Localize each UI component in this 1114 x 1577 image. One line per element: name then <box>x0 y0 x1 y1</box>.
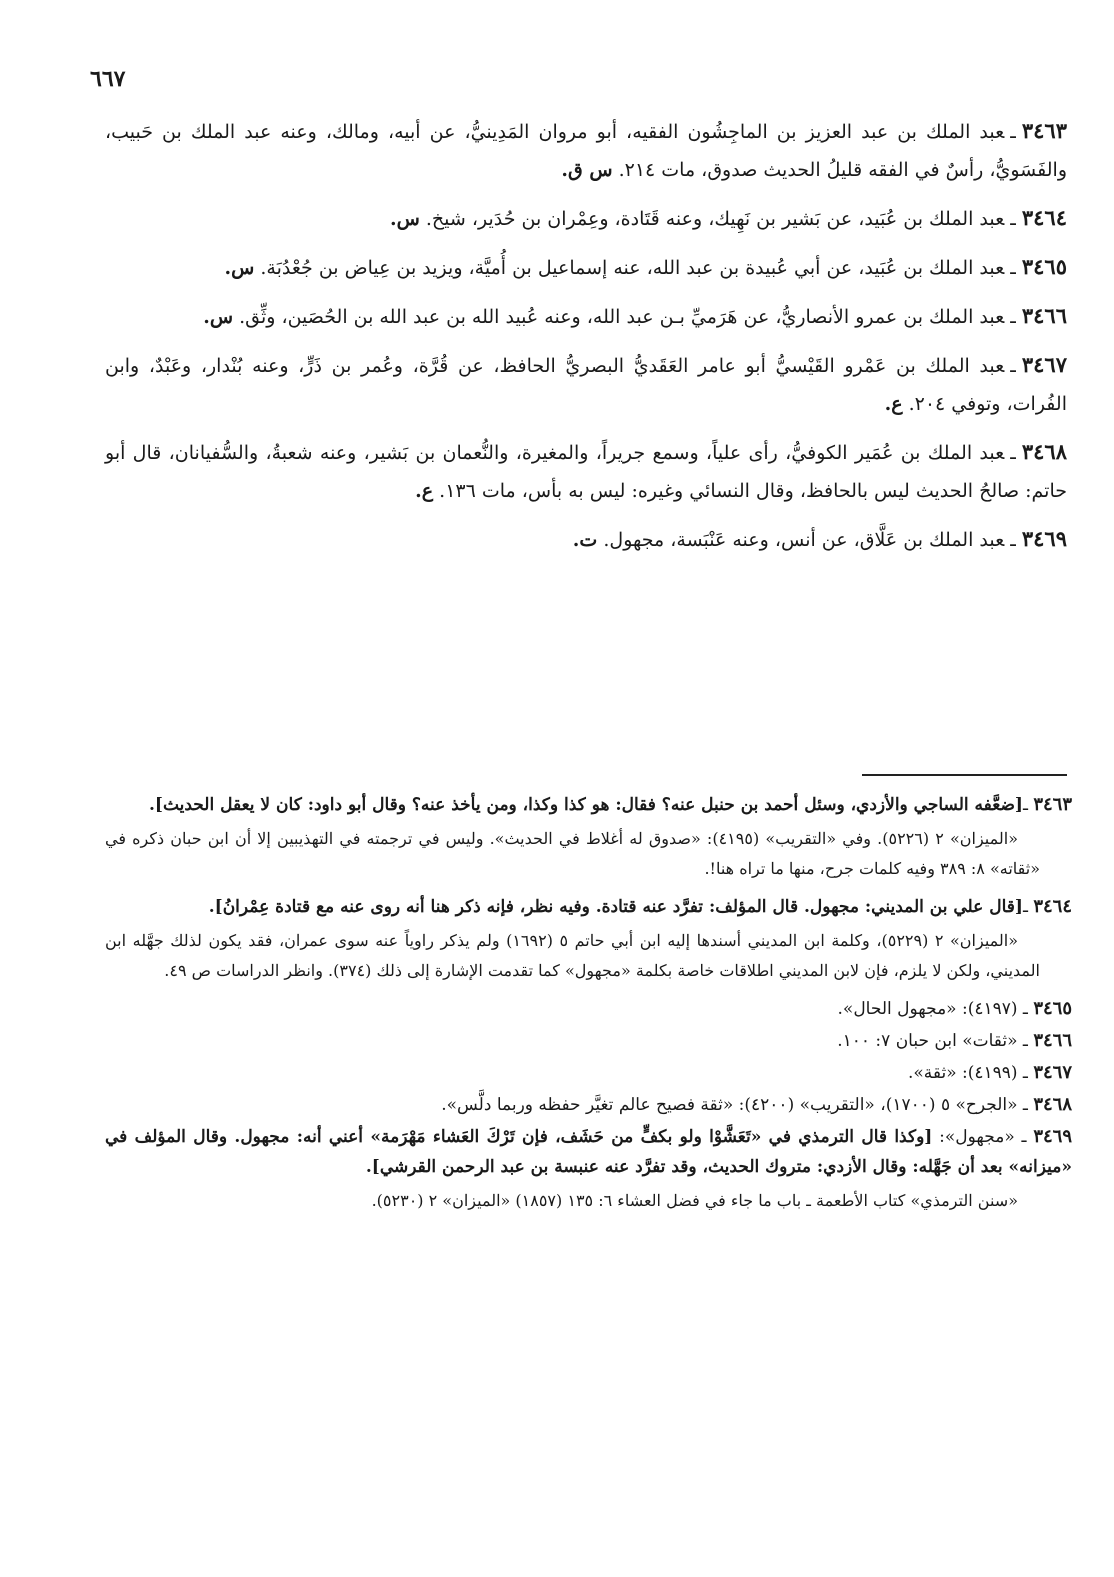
entry-number: ٣٤٦٧ <box>1021 352 1067 377</box>
page-number: ٦٦٧ <box>90 66 126 92</box>
note-3469-reference: «سنن الترمذي» كتاب الأطعمة ـ باب ما جاء في فضل العشاء ٦: ١٣٥ (١٨٥٧) «الميزان» ٢ (٥٢٣٠). <box>371 1191 1018 1210</box>
entry-abbr: س. <box>389 208 420 230</box>
note-3469: ٣٤٦٩ ـ «مجهول»: [وكذا قال الترمذي في «تَعَشَّوْا ولو بكفٍّ من حَشَف، فإن تَرْكَ العَشاء مَهْرَمة» أعني أنه: مجهول. وقال المؤلف في «ميزانه» بعد أن جَهَّله: وقال الأزدي: متروك الحديث، وقد تفرَّد عنه عنبسة بن عبد الرحمن القرشي]. <box>105 1126 1072 1177</box>
footnote-divider <box>862 774 1067 776</box>
note-number: ٣٤٦٤ <box>1033 896 1072 917</box>
entry-text: عبد الملك بن عبد العزيز بن الماجِشُون الفقيه، أبو مروان المَدِينيُّ، عن أبيه، ومالك، وعنه عبد الملك بن حَبيب، والفَسَويُّ، رأسٌ في الفقه قليلُ الحديث صدوق، مات ٢١٤. <box>105 121 1067 181</box>
entry-text: عبد الملك بن عَلَّاق، عن أنس، وعنه عَنْبَسة، مجهول. <box>603 529 1005 551</box>
note-3467: ٣٤٦٧ ـ (٤١٩٩): «ثقة». <box>907 1062 1072 1083</box>
note-3464-reference: «الميزان» ٢ (٥٢٢٩)، وكلمة ابن المديني أسندها إليه ابن أبي حاتم ٥ (١٦٩٢) ولم يذكر راوياً عنه سوى عمران، فقد يكون لذلك جهَّله ابن المديني، ولكن لا يلزم، فإن لابن المديني اطلاقات خاصة بكلمة «مجهول» كما تقدمت الإشارة إلى ذلك (٣٧٤). وانظر الدراسات ص ٤٩. <box>105 931 1040 980</box>
note-3464: ٣٤٦٤ ـ[قال علي بن المديني: مجهول. قال المؤلف: تفرَّد عنه قتادة. وفيه نظر، فإنه ذكر هنا أنه روى عنه مع قتادة عِمْرانُ]. <box>208 896 1072 917</box>
note-number: ٣٤٦٣ <box>1033 794 1072 815</box>
note-text: «ثقات» ابن حبان ٧: ١٠٠. <box>837 1031 1018 1051</box>
entry-3465: ٣٤٦٥ـعبد الملك بن عُبَيد، عن أبي عُبيدة بن عبد الله، عنه إسماعيل بن أُميَّة، ويزيد بن عِياض بن جُعْدُبَة. س. <box>224 254 1067 279</box>
note-3463-reference: «الميزان» ٢ (٥٢٢٦). وفي «التقريب» (٤١٩٥): «صدوق له أغلاط في الحديث». وليس في ترجمته في التهذيبين إلا أن ابن حبان ذكره في «ثقاته» ٨: ٣٨٩ وفيه كلمات جرح، منها ما تراه هنا!. <box>105 829 1040 878</box>
entry-text: عبد الملك بن عُمَير الكوفيُّ، رأى علياً، وسمع جريراً، والمغيرة، والنُّعمان بن بَشير، وعنه شعبةُ، والسُّفيانان، قال أبو حاتم: صالحُ الحديث ليس بالحافظ، وقال النسائي وغيره: ليس به بأس، مات ١٣٦. <box>105 442 1067 502</box>
note-bold-text: [ضعَّفه الساجي والأزدي، وسئل أحمد بن حنبل عنه؟ فقال: هو كذا وكذا، ومن يأخذ عنه؟ وقال أبو داود: كان لا يعقل الحديث]. <box>148 795 1023 815</box>
entry-3466: ٣٤٦٦ـعبد الملك بن عمرو الأنصاريُّ، عن هَرَميِّ بـن عبد الله، وعنه عُبيد الله بن عبد الله بن الحُصَين، وثِّق. س. <box>203 303 1067 328</box>
note-lead: «مجهول»: <box>939 1127 1015 1147</box>
entry-abbr: ع. <box>415 480 434 502</box>
entry-3463: ٣٤٦٣ـعبد الملك بن عبد العزيز بن الماجِشُون الفقيه، أبو مروان المَدِينيُّ، عن أبيه، ومالك، وعنه عبد الملك بن حَبيب، والفَسَويُّ، رأسٌ في الفقه قليلُ الحديث صدوق، مات ٢١٤. س ق. <box>105 118 1067 181</box>
note-bold-text: [قال علي بن المديني: مجهول. قال المؤلف: تفرَّد عنه قتادة. وفيه نظر، فإنه ذكر هنا أنه روى عنه مع قتادة عِمْرانُ]. <box>208 897 1023 917</box>
entry-text: عبد الملك بن عمرو الأنصاريُّ، عن هَرَميِّ بـن عبد الله، وعنه عُبيد الله بن عبد الله بن الحُصَين، وثِّق. <box>239 306 1005 328</box>
note-number: ٣٤٦٧ <box>1033 1062 1072 1083</box>
entry-text: عبد الملك بن عَمْرو القَيْسيُّ أبو عامر العَقَديُّ البصريُّ الحافظ، عن قُرَّة، وعُمر بن ذَرٍّ، وعنه بُنْدار، وعَبْدٌ، وابن الفُرات، وتوفي ٢٠٤. <box>105 355 1067 415</box>
note-number: ٣٤٦٨ <box>1033 1094 1072 1115</box>
note-bold-text: [وكذا قال الترمذي في «تَعَشَّوْا ولو بكفٍّ من حَشَف، فإن تَرْكَ العَشاء مَهْرَمة» أعني أنه: مجهول. وقال المؤلف في «ميزانه» بعد أن جَهَّله: وقال الأزدي: متروك الحديث، وقد تفرَّد عنه عنبسة بن عبد الرحمن القرشي]. <box>105 1127 1072 1177</box>
entry-text: عبد الملك بن عُبَيد، عن بَشير بن نَهِيك، وعنه قَتَادة، وعِمْران بن حُدَير، شيخ. <box>425 208 1005 230</box>
note-number: ٣٤٦٥ <box>1033 998 1072 1019</box>
entry-abbr: ت. <box>572 529 598 551</box>
entry-3468: ٣٤٦٨ـعبد الملك بن عُمَير الكوفيُّ، رأى علياً، وسمع جريراً، والمغيرة، والنُّعمان بن بَشير، وعنه شعبةُ، والسُّفيانان، قال أبو حاتم: صالحُ الحديث ليس بالحافظ، وقال النسائي وغيره: ليس به بأس، مات ١٣٦. ع. <box>105 439 1067 502</box>
entry-abbr: س. <box>224 257 255 279</box>
entry-number: ٣٤٦٨ <box>1021 439 1067 464</box>
entry-3469: ٣٤٦٩ـعبد الملك بن عَلَّاق، عن أنس، وعنه عَنْبَسة، مجهول. ت. <box>572 526 1067 551</box>
note-3465: ٣٤٦٥ ـ (٤١٩٧): «مجهول الحال». <box>837 998 1072 1019</box>
note-3463: ٣٤٦٣ ـ[ضعَّفه الساجي والأزدي، وسئل أحمد بن حنبل عنه؟ فقال: هو كذا وكذا، ومن يأخذ عنه؟ وقال أبو داود: كان لا يعقل الحديث]. <box>148 794 1072 815</box>
entry-abbr: س ق. <box>561 159 613 181</box>
entry-abbr: س. <box>203 306 234 328</box>
note-3468: ٣٤٦٨ ـ «الجرح» ٥ (١٧٠٠)، «التقريب» (٤٢٠٠): «ثقة فصيح عالم تغيَّر حفظه وربما دلَّس». <box>441 1094 1072 1115</box>
entry-3467: ٣٤٦٧ـعبد الملك بن عَمْرو القَيْسيُّ أبو عامر العَقَديُّ البصريُّ الحافظ، عن قُرَّة، وعُمر بن ذَرٍّ، وعنه بُنْدار، وعَبْدٌ، وابن الفُرات، وتوفي ٢٠٤. ع. <box>105 352 1067 415</box>
note-number: ٣٤٦٦ <box>1033 1030 1072 1051</box>
entry-number: ٣٤٦٣ <box>1021 118 1067 143</box>
entry-number: ٣٤٦٤ <box>1021 205 1067 230</box>
footnotes <box>105 790 1072 1224</box>
entry-number: ٣٤٦٩ <box>1021 526 1067 551</box>
entry-3464: ٣٤٦٤ـعبد الملك بن عُبَيد، عن بَشير بن نَهِيك، وعنه قَتَادة، وعِمْران بن حُدَير، شيخ. س. <box>389 205 1067 230</box>
main-entries <box>105 112 1067 569</box>
note-number: ٣٤٦٩ <box>1033 1126 1072 1147</box>
entry-abbr: ع. <box>884 393 903 415</box>
entry-text: عبد الملك بن عُبَيد، عن أبي عُبيدة بن عبد الله، عنه إسماعيل بن أُميَّة، ويزيد بن عِياض بن جُعْدُبَة. <box>260 257 1005 279</box>
note-3466: ٣٤٦٦ ـ «ثقات» ابن حبان ٧: ١٠٠. <box>837 1030 1072 1051</box>
entry-number: ٣٤٦٦ <box>1021 303 1067 328</box>
note-text: (٤١٩٩): «ثقة». <box>907 1063 1018 1083</box>
entry-number: ٣٤٦٥ <box>1021 254 1067 279</box>
note-text: (٤١٩٧): «مجهول الحال». <box>837 999 1018 1019</box>
note-text: «الجرح» ٥ (١٧٠٠)، «التقريب» (٤٢٠٠): «ثقة فصيح عالم تغيَّر حفظه وربما دلَّس». <box>441 1095 1018 1115</box>
